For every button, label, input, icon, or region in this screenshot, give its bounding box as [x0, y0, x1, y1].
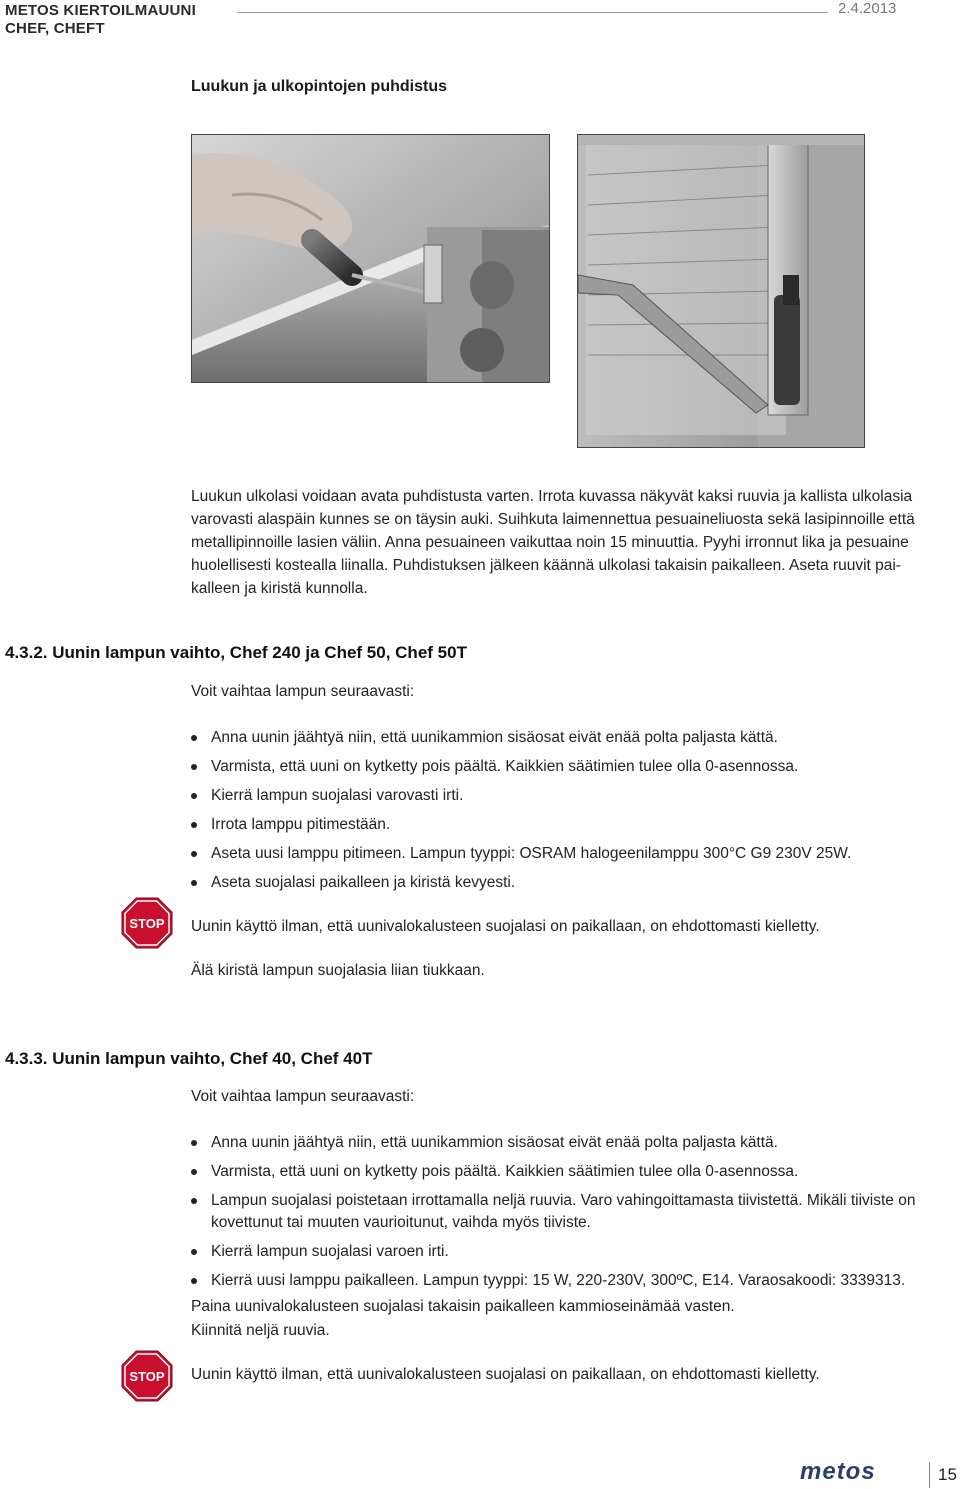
paragraph-line: kalleen ja kiristä kunnolla.: [191, 580, 368, 597]
section2-steps: [191, 727, 931, 901]
metos-logo: [800, 1460, 922, 1487]
section3-steps: [191, 1132, 931, 1299]
header-divider: [237, 12, 828, 13]
photo-screwdriver-door: [191, 134, 550, 383]
list-item: Anna uunin jäähtyä niin, että uunikammion sisäosat eivät enää polta paljasta kättä.: [191, 1132, 931, 1154]
list-item: Lampun suojalasi poistetaan irrottamalla neljä ruuvia. Varo vahingoittamasta tiivistettä. Mikäli tiiviste on kovettunut tai muuten vaurioitunut, vaihda myös tiiviste.: [191, 1190, 931, 1234]
list-item: Kierrä lampun suojalasi varoen irti.: [191, 1241, 931, 1263]
list-item: Aseta suojalasi paikalleen ja kiristä kevyesti.: [191, 872, 931, 894]
section2-note: Älä kiristä lampun suojalasia liian tiukkaan.: [191, 962, 485, 979]
stop-label: STOP: [129, 1369, 165, 1384]
paragraph-line: metallipinnoille lasien väliin. Anna pesuaineen vaikuttaa noin 15 minuuttia. Pyyhi irronnut lika ja pesuaine: [191, 534, 909, 551]
list-item: Kierrä lampun suojalasi varovasti irti.: [191, 785, 931, 807]
cleaning-instructions: [191, 485, 915, 600]
list-item: Kierrä uusi lamppu paikalleen. Lampun tyyppi: 15 W, 220-230V, 300ºC, E14. Varaosakoodi: 3339313.: [191, 1270, 931, 1292]
list-item: Aseta uusi lamppu pitimeen. Lampun tyyppi: OSRAM halogeenilamppu 300°C G9 230V 25W.: [191, 843, 931, 865]
document-title: [5, 2, 196, 38]
list-item: Anna uunin jäähtyä niin, että uunikammion sisäosat eivät enää polta paljasta kättä.: [191, 727, 931, 749]
section2-warning: Uunin käyttö ilman, että uunivalokalusteen suojalasi on paikallaan, on ehdottomasti kielletty.: [191, 918, 820, 935]
section3-after-line2: Kiinnitä neljä ruuvia.: [191, 1322, 330, 1339]
section-heading-4-3-3: 4.3.3. Uunin lampun vaihto, Chef 40, Chef 40T: [5, 1049, 373, 1068]
list-item: Varmista, että uuni on kytketty pois päältä. Kaikkien säätimien tulee olla 0-asennossa.: [191, 756, 931, 778]
section2-intro: Voit vaihtaa lampun seuraavasti:: [191, 683, 415, 700]
metos-logo-text: metos: [800, 1460, 876, 1482]
list-item: Irrota lamppu pitimestään.: [191, 814, 931, 836]
footer-divider: [929, 1462, 930, 1488]
stop-sign-icon: [121, 1350, 173, 1402]
section-heading-door-cleaning: Luukun ja ulkopintojen puhdistus: [191, 78, 447, 95]
document-date: 2.4.2013: [838, 0, 897, 17]
document-title-line1: METOS KIERTOILMAUUNI: [5, 2, 196, 19]
stop-sign-icon: [121, 897, 173, 949]
paragraph-line: varovasti alaspäin kunnes se on täysin auki. Suihkuta laimennettua pesuaineliuosta sekä lasipinnoille että: [191, 511, 915, 528]
photo-oven-door-glass: [577, 134, 865, 448]
page-number: 15: [938, 1465, 957, 1484]
stop-label: STOP: [129, 916, 165, 931]
paragraph-line: huolellisesti kostealla liinalla. Puhdistuksen jälkeen käännä ulkolasi takaisin paikalleen. Aseta ruuvit pai-: [191, 557, 901, 574]
paragraph-line: Luukun ulkolasi voidaan avata puhdistusta varten. Irrota kuvassa näkyvät kaksi ruuvia ja kallista ulkolasia: [191, 488, 913, 505]
section3-after-line1: Paina uunivalokalusteen suojalasi takaisin paikalleen kammioseinämää vasten.: [191, 1298, 735, 1315]
section-heading-4-3-2: 4.3.2. Uunin lampun vaihto, Chef 240 ja Chef 50, Chef 50T: [5, 643, 467, 662]
section3-intro: Voit vaihtaa lampun seuraavasti:: [191, 1088, 415, 1105]
list-item: Varmista, että uuni on kytketty pois päältä. Kaikkien säätimien tulee olla 0-asennossa.: [191, 1161, 931, 1183]
document-title-line2: CHEF, CHEFT: [5, 20, 105, 37]
section3-warning: Uunin käyttö ilman, että uunivalokalusteen suojalasi on paikallaan, on ehdottomasti kielletty.: [191, 1366, 820, 1383]
